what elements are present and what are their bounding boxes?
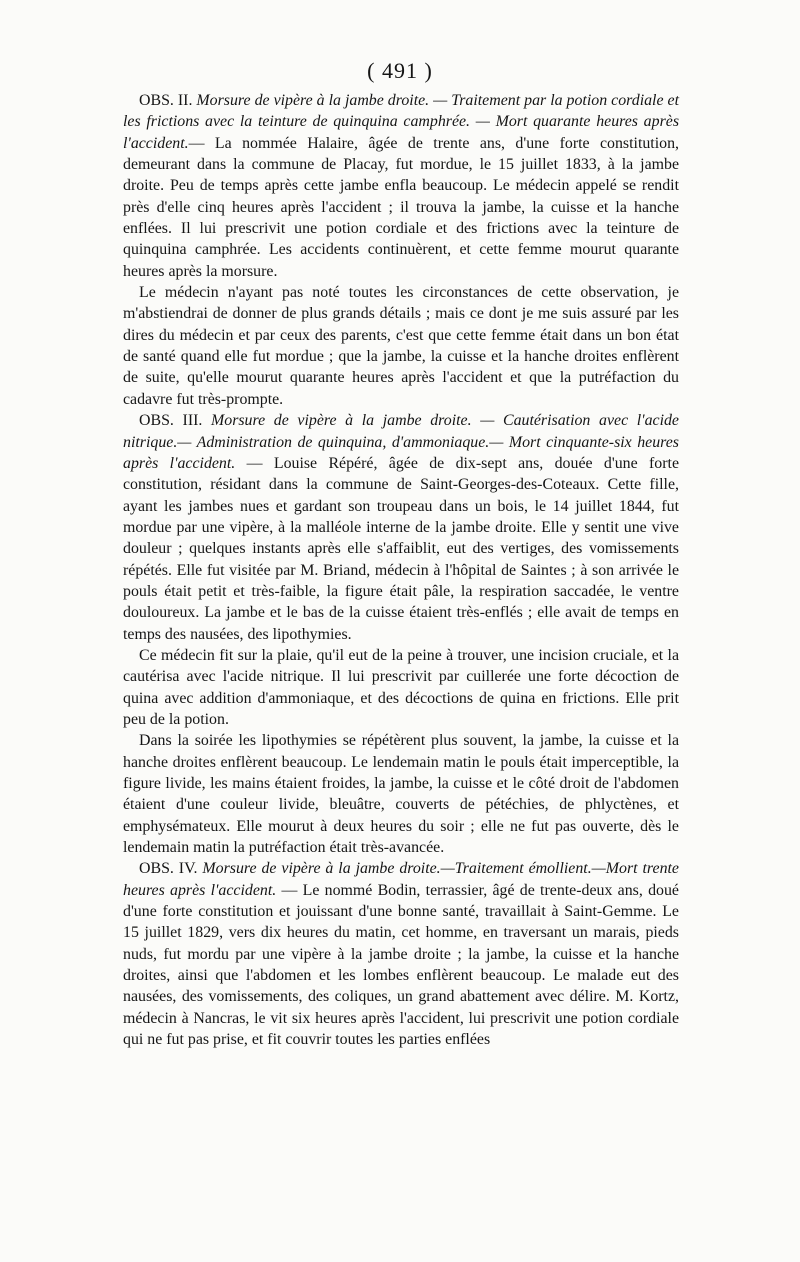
paragraph-text: Ce médecin fit sur la plaie, qu'il eut de la peine à trouver, une incision cruciale, et la cautérisa avec l'acide nitrique. Il lui prescrivit par cuillerée une forte décoction de quina avec addition d'ammoniaque, et des décoctions de quina en frictions. Elle prit peu de la potion. [123, 646, 679, 728]
paragraph-obs-2 [123, 90, 679, 282]
observation-title: Morsure de vipère à la jambe droite. — Cautérisation avec l'acide nitrique.— Administration de quinquina, d'ammoniaque.— Mort cinquante-six heures après l'accident. [123, 412, 679, 472]
paragraph-text: — La nommée Halaire, âgée de trente ans, d'une forte constitution, demeurant dans la commune de Placay, fut mordue, le 15 juillet 1833, à la jambe droite. Peu de temps après cette jambe enfla beaucoup. Le médecin appelé se rendit près d'elle cinq heures après l'accident ; il trouva la jambe, la cuisse et la hanche enflées. Il lui prescrivit une potion cordiale et des frictions avec la teinture de quinquina camphrée. Les accidents continuèrent, et cette femme mourut quarante heures après la morsure. [123, 134, 679, 280]
paragraph [123, 282, 679, 410]
observation-title: Morsure de vipère à la jambe droite. — Traitement par la potion cordiale et les frictions avec la teinture de quinquina camphrée. — Mort quarante heures après l'accident. [123, 92, 679, 152]
paragraph [123, 645, 679, 730]
paragraph-text: Le médecin n'ayant pas noté toutes les circonstances de cette observation, je m'abstiendrai de donner de plus grands détails ; mais ce dont je me suis assuré par les dires du médecin et par ceux des parents, c'est que cette femme était dans un bon état de santé quand elle fut mordue ; que la jambe, la cuisse et la hanche droites enflèrent de suite, qu'elle mourut quarante heures après l'accident et que la putréfaction du cadavre fut très-prompte. [123, 284, 679, 408]
paragraph-obs-4 [123, 858, 679, 1050]
paragraph-text: Dans la soirée les lipothymies se répétèrent plus souvent, la jambe, la cuisse et la hanche droites enflèrent beaucoup. Le lendemain matin le pouls était imperceptible, la figure livide, les mains étaient froides, la jambe, la cuisse et le côté droit de l'abdomen étaient d'une couleur livide, bleuâtre, couverts de pétéchies, de phlyctènes, et emphysémateux. Elle mourut à deux heures du soir ; elle ne fut pas ouverte, dès le lendemain matin la putréfaction était très-avancée. [123, 732, 679, 857]
observation-title: Morsure de vipère à la jambe droite.—Traitement émollient.—Mort trente heures après l'accident. [123, 860, 679, 899]
observation-label: OBS. II. [139, 92, 193, 109]
observation-label: OBS. IV. [139, 860, 198, 878]
paragraph [123, 730, 679, 858]
observation-label: OBS. III. [139, 412, 203, 430]
paragraph-text: — Le nommé Bodin, terrassier, âgé de trente-deux ans, doué d'une forte constitution et jouissant d'une bonne santé, travaillait à Saint-Gemme. Le 15 juillet 1829, vers dix heures du matin, cet homme, en traversant un marais, pieds nuds, fut mordu par une vipère à la jambe droite ; la jambe, la cuisse et la hanche droites, ainsi que l'abdomen et les lombes enflèrent beaucoup. Le malade eut des nausées, des vomissements, des coliques, un grand abattement avec délire. M. Kortz, médecin à Nancras, le vit six heures après l'accident, lui prescrivit une potion cordiale qui ne fut pas prise, et fit couvrir toutes les parties enflées [123, 881, 679, 1049]
body-text [123, 90, 679, 1050]
page-number: ( 491 ) [367, 58, 433, 83]
paragraph-text: — Louise Répéré, âgée de dix-sept ans, douée d'une forte constitution, résidant dans la commune de Saint-Georges-des-Coteaux. Cette fille, ayant les jambes nues et gardant son troupeau dans un bois, le 14 juillet 1844, fut mordue par une vipère, à la malléole interne de la jambe droite. Elle y sentit une vive douleur ; quelques instants après elle s'affaiblit, eut des vertiges, des vomissements répétés. Elle fut visitée par M. Briand, médecin à l'hôpital de Saintes ; à son arrivée le pouls était petit et très-faible, la figure était pâle, la respiration saccadée, le ventre douloureux. La jambe et le bas de la cuisse étaient très-enflés ; elle avait de temps en temps des nausées, des lipothymies. [123, 454, 679, 643]
paragraph-obs-3 [123, 410, 679, 645]
